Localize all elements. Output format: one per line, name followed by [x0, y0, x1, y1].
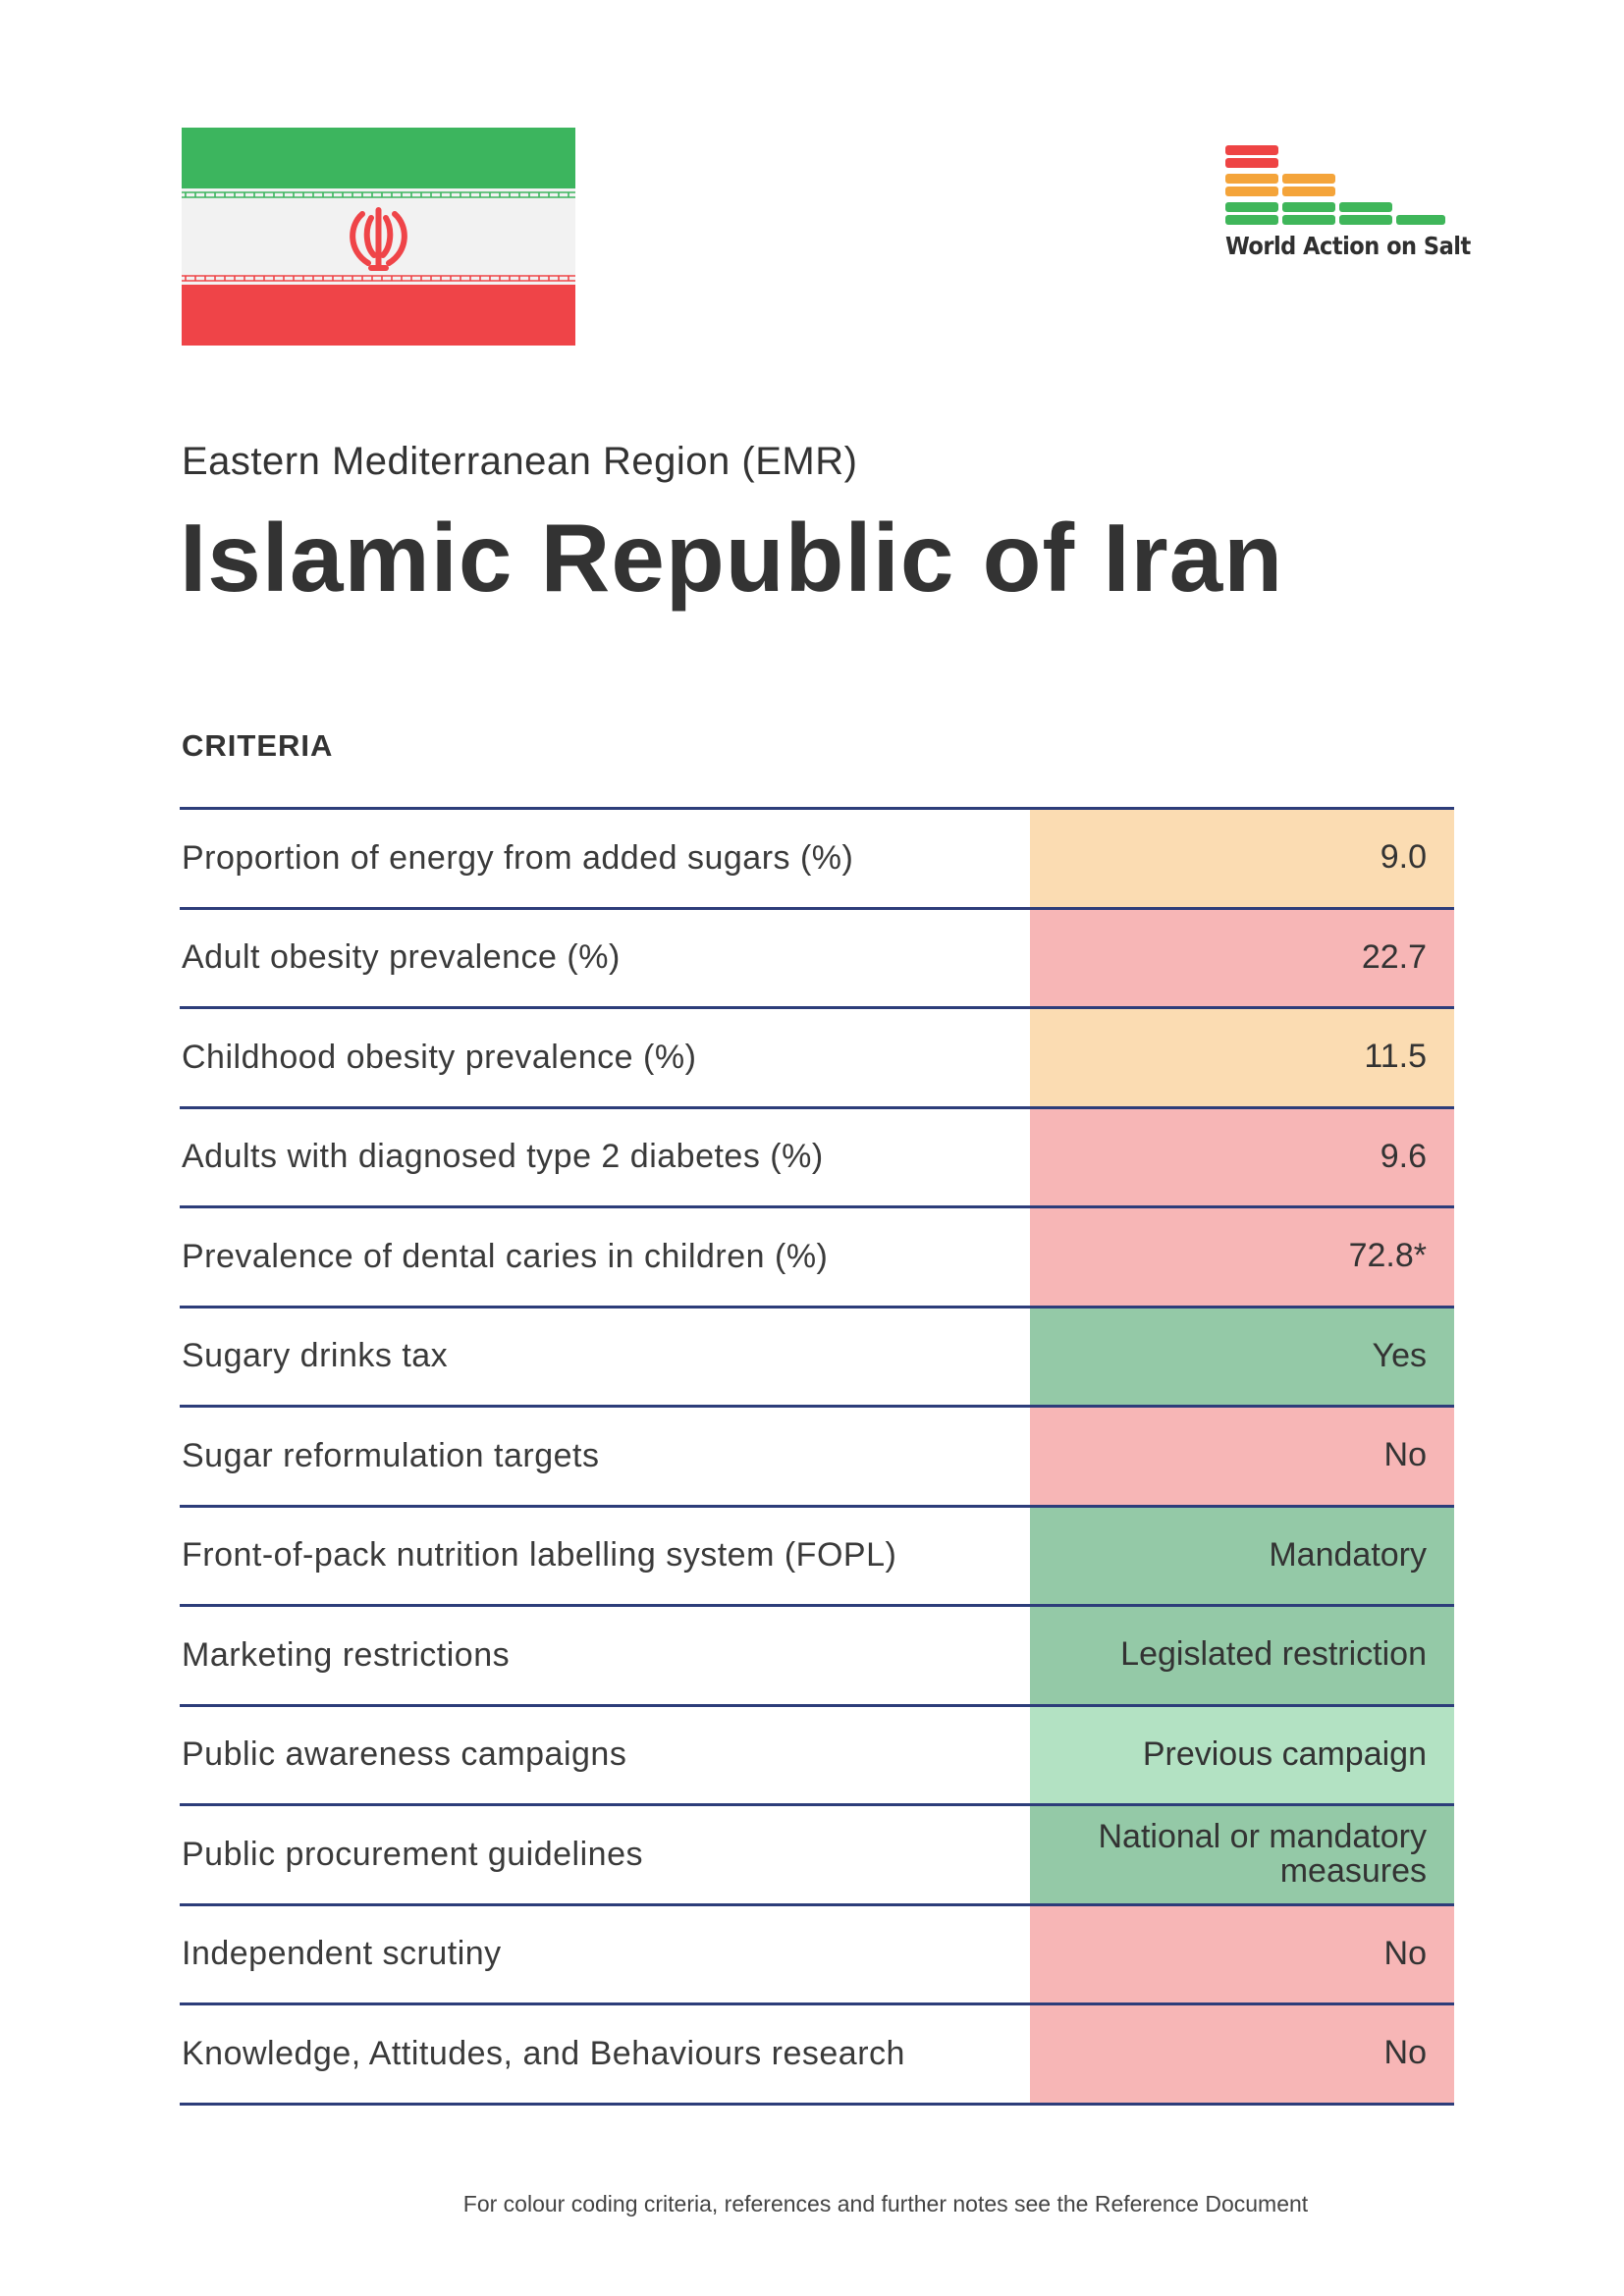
criteria-value: 22.7: [1030, 910, 1454, 1007]
criteria-value: 72.8*: [1030, 1208, 1454, 1306]
region-subtitle: Eastern Mediterranean Region (EMR): [182, 440, 858, 483]
criteria-label: Front-of-pack nutrition labelling system (FOPL): [182, 1536, 897, 1575]
criteria-label: Sugary drinks tax: [182, 1337, 449, 1375]
page-title: Islamic Republic of Iran: [180, 504, 1284, 612]
criteria-label: Prevalence of dental caries in children (%): [182, 1237, 829, 1275]
table-row: [180, 2002, 1454, 2106]
table-row: [180, 807, 1454, 907]
criteria-value: Mandatory: [1030, 1508, 1454, 1605]
table-row: [180, 1903, 1454, 2003]
criteria-label: Marketing restrictions: [182, 1635, 511, 1674]
criteria-value: 9.6: [1030, 1109, 1454, 1206]
criteria-label: Adult obesity prevalence (%): [182, 938, 621, 977]
criteria-value: [1030, 1806, 1454, 1903]
criteria-value: 11.5: [1030, 1009, 1454, 1106]
criteria-label: Public procurement guidelines: [182, 1835, 643, 1873]
footer-note: For colour coding criteria, references and further notes see the Reference Document: [462, 2191, 1309, 2216]
table-row: [180, 1405, 1454, 1505]
criteria-label: Sugar reformulation targets: [182, 1436, 600, 1474]
criteria-value: Previous campaign: [1030, 1707, 1454, 1804]
criteria-label: Proportion of energy from added sugars (%): [182, 838, 854, 877]
iran-flag: [182, 128, 575, 346]
table-row: [180, 1505, 1454, 1605]
table-row: [180, 1006, 1454, 1106]
table-row: [180, 1704, 1454, 1804]
table-row: [180, 1205, 1454, 1306]
criteria-value: 9.0: [1030, 810, 1454, 907]
criteria-value: Yes: [1030, 1308, 1454, 1406]
criteria-heading: CRITERIA: [182, 728, 334, 763]
criteria-value: No: [1030, 2005, 1454, 2103]
table-row: [180, 1803, 1454, 1903]
criteria-table: [180, 807, 1454, 2106]
criteria-label: Public awareness campaigns: [182, 1735, 627, 1774]
criteria-value: Legislated restriction: [1030, 1607, 1454, 1704]
criteria-value-text: National or mandatory measures: [1098, 1817, 1427, 1891]
table-row: [180, 907, 1454, 1007]
criteria-label: Adults with diagnosed type 2 diabetes (%): [182, 1138, 824, 1176]
table-row: [180, 1106, 1454, 1206]
criteria-label: Independent scrutiny: [182, 1935, 502, 1973]
logo-text: World Action on Salt: [1225, 232, 1471, 260]
table-row: [180, 1604, 1454, 1704]
criteria-label: Knowledge, Attitudes, and Behaviours research: [182, 2034, 905, 2072]
criteria-value: No: [1030, 1906, 1454, 2003]
criteria-value: No: [1030, 1408, 1454, 1505]
table-row: [180, 1306, 1454, 1406]
criteria-label: Childhood obesity prevalence (%): [182, 1038, 697, 1076]
